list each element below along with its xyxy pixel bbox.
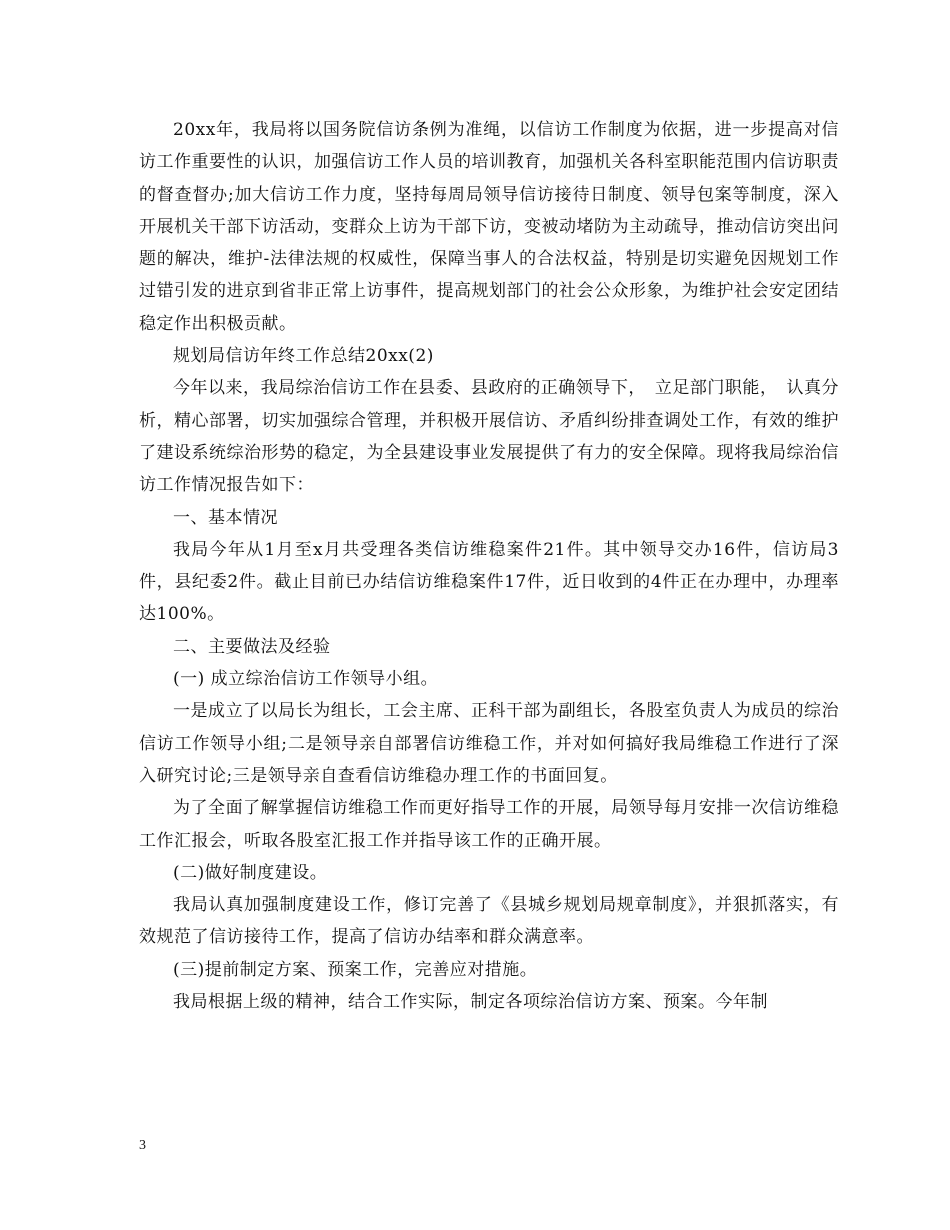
heading-main-practices: 二、主要做法及经验 xyxy=(173,636,331,657)
heading-basic-situation: 一、基本情况 xyxy=(173,507,278,528)
paragraph-intro: 今年以来，我局综治信访工作在县委、县政府的正确领导下， 立足部门职能， 认真分析，精心部署，切实加强综合管理，并积极开展信访、矛盾纠纷排查调处工作，有效的维护了建设系统综治形势的稳定，为全县建设事业发展提供了有力的安全保障。现将我局综治信访工作情况报告如下： xyxy=(139,378,839,496)
paragraph-plans: 我局根据上级的精神，结合工作实际，制定各项综治信访方案、预案。今年制 xyxy=(173,992,768,1013)
paragraph-case-statistics: 我局今年从1月至x月共受理各类信访维稳案件21件。其中领导交办16件，信访局3件，县纪委2件。截止目前已办结信访维稳案件17件，近日收到的4件正在办理中，办理率达100%。 xyxy=(139,539,839,625)
section-title-summary: 规划局信访年终工作总结20xx(2) xyxy=(173,346,434,367)
paragraph-leadership-group: 一是成立了以局长为组长，工会主席、正科干部为副组长，各股室负责人为成员的综治信访工作领导小组;二是领导亲自部署信访维稳工作，并对如何搞好我局维稳工作进行了深入研究讨论;三是领导亲自查看信访维稳办理工作的书面回复。 xyxy=(139,701,839,786)
paragraph-plan-20xx: 20xx年，我局将以国务院信访条例为准绳，以信访工作制度为依据，进一步提高对信访工作重要性的认识，加强信访工作人员的培训教育，加强机关各科室职能范围内信访职责的督查督办;加大信访工作力度，坚持每周局领导信访接待日制度、领导包案等制度，深入开展机关干部下访活动，变群众上访为干部下访，变被动堵防为主动疏导，推动信访突出问题的解决，维护-法律法规的权威性，保障当事人的合法权益，特别是切实避免因规划工作过错引发的进京到省非正常上访事件，提高规划部门的社会公众形象，为维护社会安定团结稳定作出积极贡献。 xyxy=(139,120,839,334)
page-number: 3 xyxy=(139,1138,146,1153)
subheading-plans: (三)提前制定方案、预案工作，完善应对措施。 xyxy=(173,959,538,980)
subheading-leadership-group: (一) 成立综治信访工作领导小组。 xyxy=(173,669,439,690)
subheading-system-building: (二)做好制度建设。 xyxy=(173,862,328,883)
paragraph-system-building: 我局认真加强制度建设工作，修订完善了《县城乡规划局规章制度》，并狠抓落实，有效规范了信访接待工作，提高了信访办结率和群众满意率。 xyxy=(139,895,839,948)
document-body xyxy=(139,114,839,1018)
paragraph-monthly-meeting: 为了全面了解掌握信访维稳工作而更好指导工作的开展，局领导每月安排一次信访维稳工作汇报会，听取各股室汇报工作并指导该工作的正确开展。 xyxy=(139,798,839,851)
